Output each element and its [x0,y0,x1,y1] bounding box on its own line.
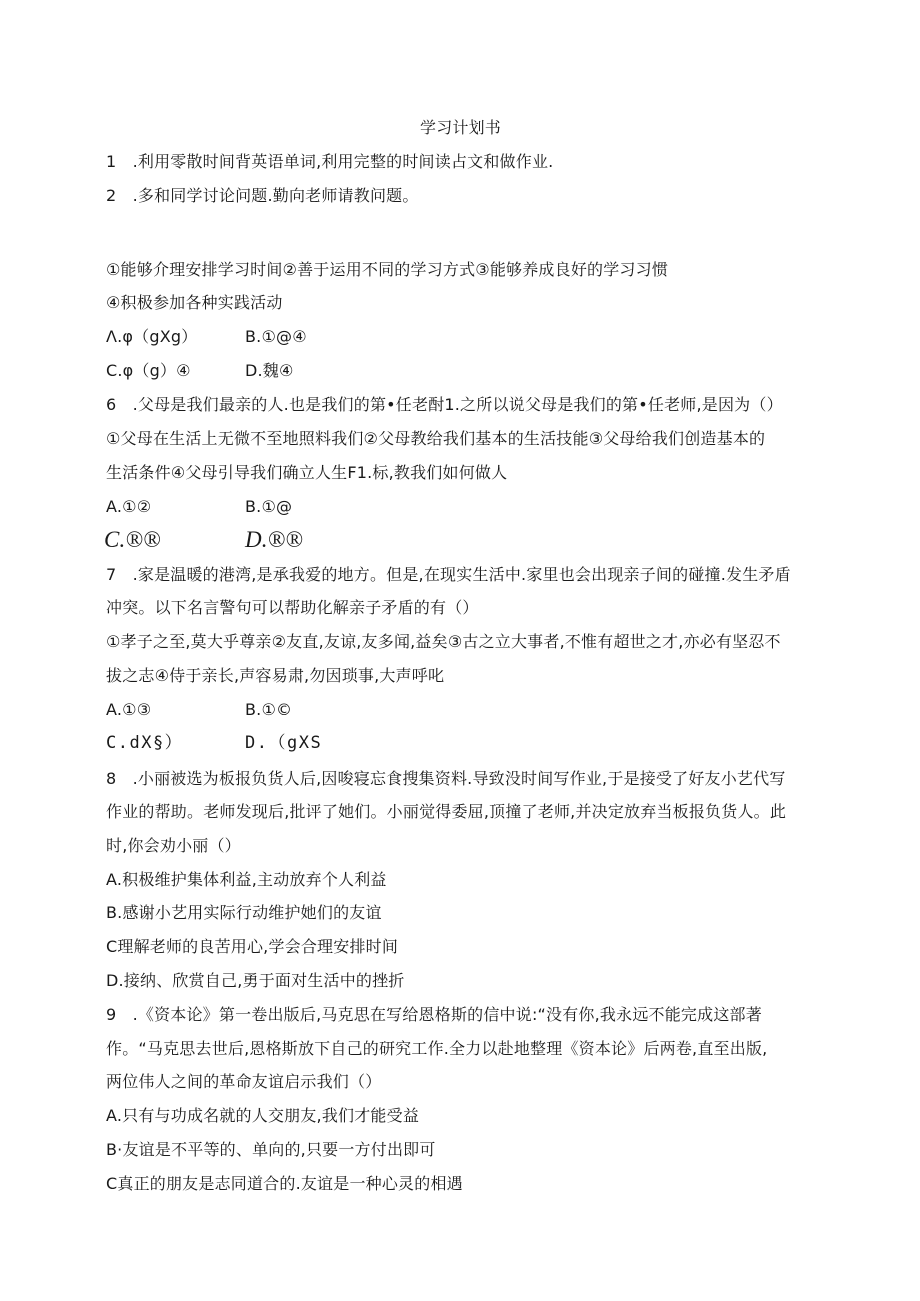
question-9: 9 .《资本论》第一卷出版后,马克思在写给恩格斯的信中说:“没有你,我永远不能完成这部著 [106,1005,762,1024]
plan-item-2: 2 .多和同学讨论问题.勤向老师请教问题。 [106,186,419,205]
option-a: A.①③ [106,700,152,719]
option-a: Λ.φ（gXg） [106,327,198,346]
question-line: 作。“马克思去世后,恩格斯放下自己的研究工作.全力以赴地整理《资本论》后两卷,直至出版, [106,1039,768,1058]
question-line: 冲突。以下名言警句可以帮助化解亲子矛盾的有（） [106,598,479,617]
question-7: 7 .家是温暖的港湾,是承我爱的地方。但是,在现实生活中.家里也会出现亲子间的碰撞.发生矛盾 [106,565,791,584]
statement-line: ④积极参加各种实践活动 [106,293,283,312]
question-line: 时,你会劝小丽（） [106,836,241,855]
option-c: C理解老师的良苦用心,学会合理安排时间 [106,937,399,956]
option-b: B.①© [245,700,293,719]
option-c: C真正的朋友是志同道合的.友谊是一种心灵的相遇 [106,1174,463,1193]
option-a: A.积极维护集体利益,主动放弃个人利益 [106,870,387,889]
option-d: D.接纳、欣赏自己,勇于面对生活中的挫折 [106,971,405,990]
plan-item-1: 1 .利用零散时间背英语单词,利用完整的时间读占文和做作业. [106,152,554,171]
question-line: 两位伟人之间的革命友谊启示我们（） [106,1072,382,1091]
statement-line: ①孝子之至,莫大乎尊亲②友直,友谅,友多闻,益矣③古之立大事者,不惟有超世之才,亦必有坚忍不 [106,632,781,651]
option-c: C.φ（g）④ [106,361,191,380]
question-6: 6 .父母是我们最亲的人.也是我们的第•任老酎1.之所以说父母是我们的第•任老师,是因为（） [106,395,783,414]
question-line: 作业的帮助。老师发现后,批评了她们。小丽觉得委屈,顶撞了老师,并决定放弃当板报负货人。此 [106,802,787,821]
option-b: B.①@④ [245,327,307,346]
option-d: D.（gXS [245,733,323,753]
option-b: B.感谢小艺用实际行动维护她们的友谊 [106,903,382,922]
option-c: C.®® [104,527,161,552]
option-c: C.dX§） [106,733,184,753]
statement-line: 拔之志④侍于亲长,声容易肃,勿因琐事,大声呼叱 [106,666,445,685]
question-8: 8 .小丽被选为板报负货人后,因唆寝忘食搜集资料.导致没时间写作业,于是接受了好友小艺代写 [106,769,786,788]
option-a: A.①② [106,497,152,516]
statement-line: ①父母在生活上无微不至地照料我们②父母教给我们基本的生活技能③父母给我们创造基本的 [106,429,766,448]
option-b: B.①@ [245,497,293,516]
statement-line: ①能够介理安排学习时间②善于运用不同的学习方式③能够养成良好的学习习惯 [106,260,669,279]
option-d: D.®® [245,527,304,552]
option-a: A.只有与功成名就的人交朋友,我们才能受益 [106,1106,420,1125]
statement-line: 生活条件④父母引导我们确立人生F1.标,教我们如何做人 [106,463,508,482]
option-b: B·友谊是不平等的、单向的,只要一方付出即可 [106,1140,436,1159]
page-title: 学习计划书 [420,118,502,137]
option-d: D.魏④ [245,361,294,380]
